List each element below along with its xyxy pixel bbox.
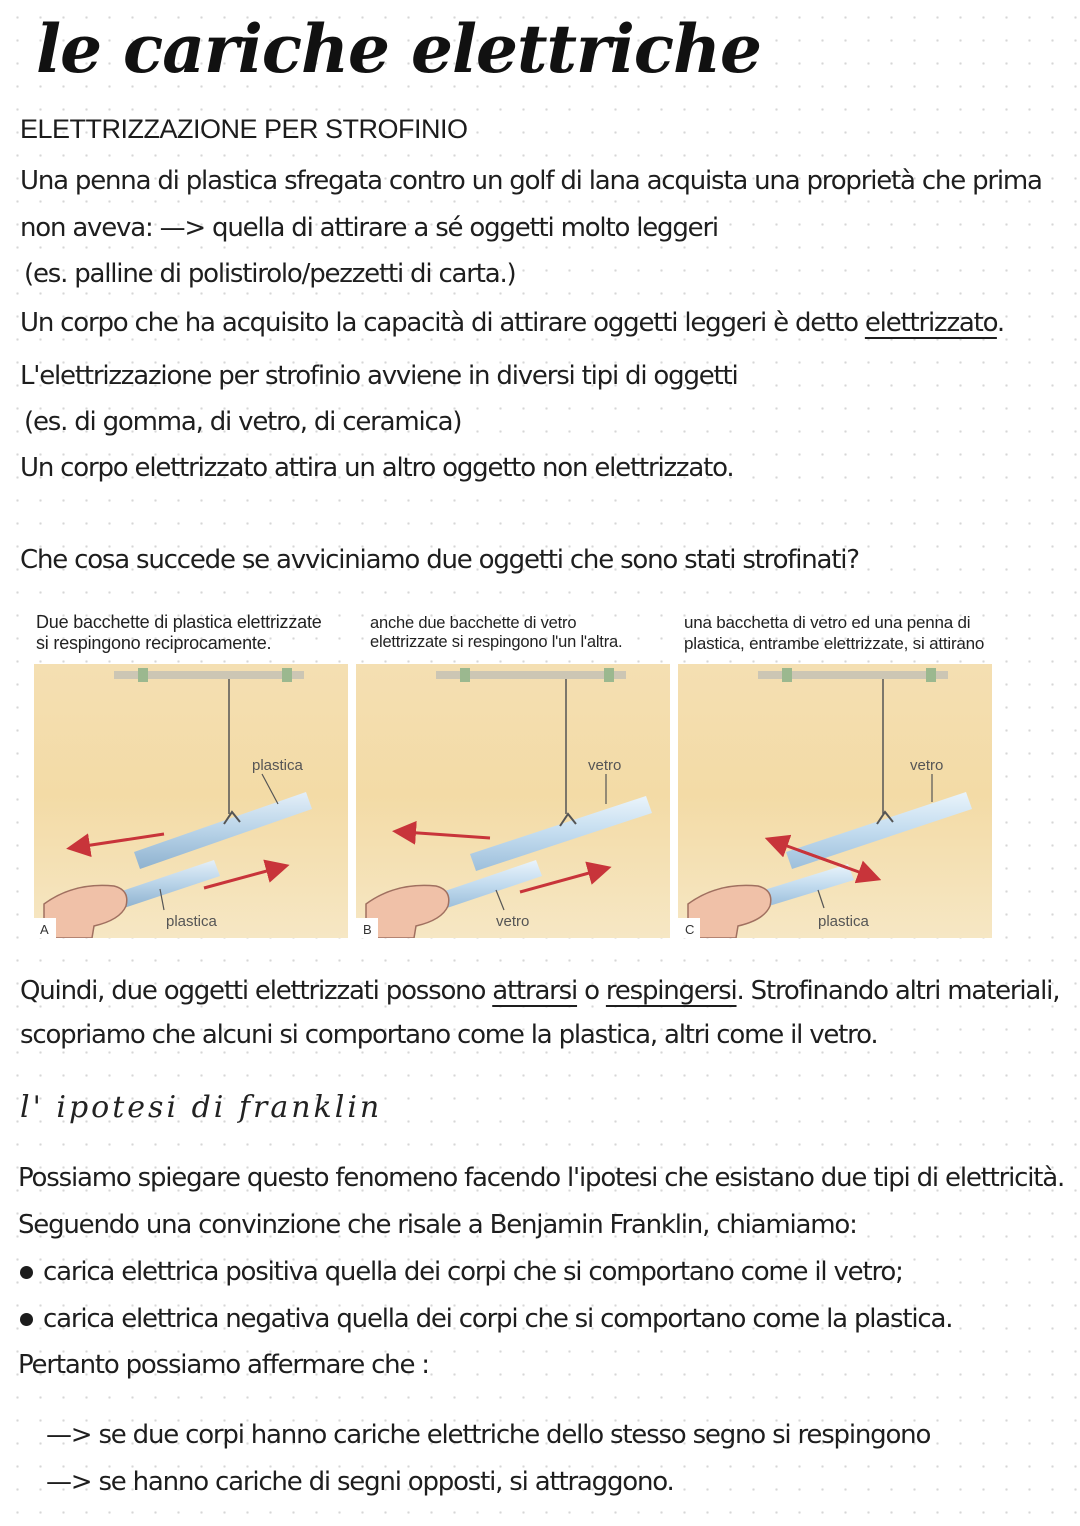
figure-caption-a (36, 612, 322, 654)
label-leader (818, 890, 824, 908)
definition-line (20, 308, 1004, 338)
upper-rod-label: vetro (910, 757, 944, 774)
caption-line: plastica, entrambe elettrizzate, si attirano (684, 634, 985, 653)
bullet-item (20, 1304, 952, 1334)
panel-a-drawing (34, 664, 348, 938)
page-title: le cariche elettriche (36, 10, 762, 88)
hand-illustration (44, 885, 127, 938)
bullet-text: carica elettrica negativa quella dei corpi che si comportano come la plastica. (43, 1304, 953, 1334)
lower-rod-label: plastica (166, 913, 217, 930)
panel-letter: C (685, 922, 695, 937)
support-clamp (138, 668, 148, 682)
lower-rod-label: vetro (496, 913, 530, 930)
term-elettrizzato: elettrizzato (864, 308, 997, 338)
caption-line: anche due bacchette di vetro (370, 614, 577, 632)
paragraph-line: Pertanto possiamo affermare che : (18, 1350, 429, 1380)
caption-line: si respingono reciprocamente. (36, 633, 272, 653)
caption-line: una bacchetta di vetro ed una penna di (684, 613, 971, 632)
support-clamp (282, 668, 292, 682)
suspended-rod (470, 796, 652, 871)
paragraph-line: (es. di gomma, di vetro, di ceramica) (24, 407, 462, 437)
figure-caption-c (684, 612, 984, 654)
panel-letter: B (363, 922, 372, 937)
support-clamp (926, 668, 936, 682)
caption-line: Due bacchette di plastica elettrizzate (36, 612, 322, 632)
label-leader (496, 890, 504, 910)
hand-rod (119, 860, 220, 908)
figure-caption-b (370, 614, 622, 652)
support-clamp (604, 668, 614, 682)
figure-panel-c (678, 664, 992, 938)
support-clamp (782, 668, 792, 682)
label-leader (262, 774, 278, 804)
hand-rod (764, 864, 854, 906)
caption-line: elettrizzate si respingono l'un l'altra. (370, 633, 623, 651)
hand-illustration (366, 885, 449, 938)
bullet-dot-icon (20, 1313, 33, 1326)
bullet-dot-icon (20, 1266, 33, 1279)
term-attrarsi: attrarsi (492, 976, 578, 1006)
conclusion-text: Quindi, due oggetti elettrizzati possono (20, 976, 493, 1006)
bullet-item (20, 1257, 903, 1287)
support-clamp (460, 668, 470, 682)
section-subtitle-franklin: l' ipotesi di franklin (20, 1090, 383, 1125)
upper-rod-label: vetro (588, 757, 622, 774)
figure-panel-b (356, 664, 670, 938)
conclusion-text: . Strofinando altri materiali, (736, 976, 1060, 1006)
paragraph-line: non aveva: —> quella di attirare a sé oggetti molto leggeri (20, 213, 718, 243)
rule-line: —> se hanno cariche di segni opposti, si attraggono. (46, 1467, 674, 1497)
lower-rod-label: plastica (818, 913, 869, 930)
bullet-text: carica elettrica positiva quella dei corpi che si comportano come il vetro; (43, 1257, 903, 1287)
paragraph-line: Seguendo una convinzione che risale a Benjamin Franklin, chiamiamo: (18, 1210, 857, 1240)
suspended-rod (134, 792, 312, 869)
paragraph-line: L'elettrizzazione per strofinio avviene in diversi tipi di oggetti (20, 361, 738, 391)
repulsion-arrow (78, 834, 164, 847)
question-line: Che cosa succede se avviciniamo due oggetti che sono stati strofinati? (20, 545, 859, 575)
section-heading-strofinio: ELETTRIZZAZIONE PER STROFINIO (20, 114, 468, 144)
hand-rod (442, 860, 542, 908)
paragraph-line: Possiamo spiegare questo fenomeno facendo l'ipotesi che esistano due tipi di elettricità. (18, 1163, 1065, 1193)
figure-panel-a (34, 664, 348, 938)
paragraph-line: (es. palline di polistirolo/pezzetti di carta.) (24, 259, 516, 289)
paragraph-line: Una penna di plastica sfregata contro un golf di lana acquista una proprietà che prima (20, 166, 1042, 196)
suspended-rod (786, 792, 972, 869)
definition-text: Un corpo che ha acquisito la capacità di attirare oggetti leggeri è detto (20, 308, 865, 338)
rule-line: —> se due corpi hanno cariche elettriche dello stesso segno si respingono (46, 1420, 931, 1450)
conclusion-line (20, 976, 1059, 1006)
term-respingersi: respingersi (605, 976, 737, 1006)
paragraph-line: Un corpo elettrizzato attira un altro oggetto non elettrizzato. (20, 453, 734, 483)
definition-end: . (996, 308, 1004, 338)
panel-b-drawing (356, 664, 670, 938)
conclusion-line: scopriamo che alcuni si comportano come la plastica, altri come il vetro. (20, 1020, 878, 1050)
conclusion-text: o (577, 976, 606, 1006)
panel-letter: A (40, 922, 49, 937)
repulsion-arrow (404, 832, 490, 838)
hand-illustration (688, 885, 771, 938)
panel-c-drawing (678, 664, 992, 938)
upper-rod-label: plastica (252, 757, 303, 774)
